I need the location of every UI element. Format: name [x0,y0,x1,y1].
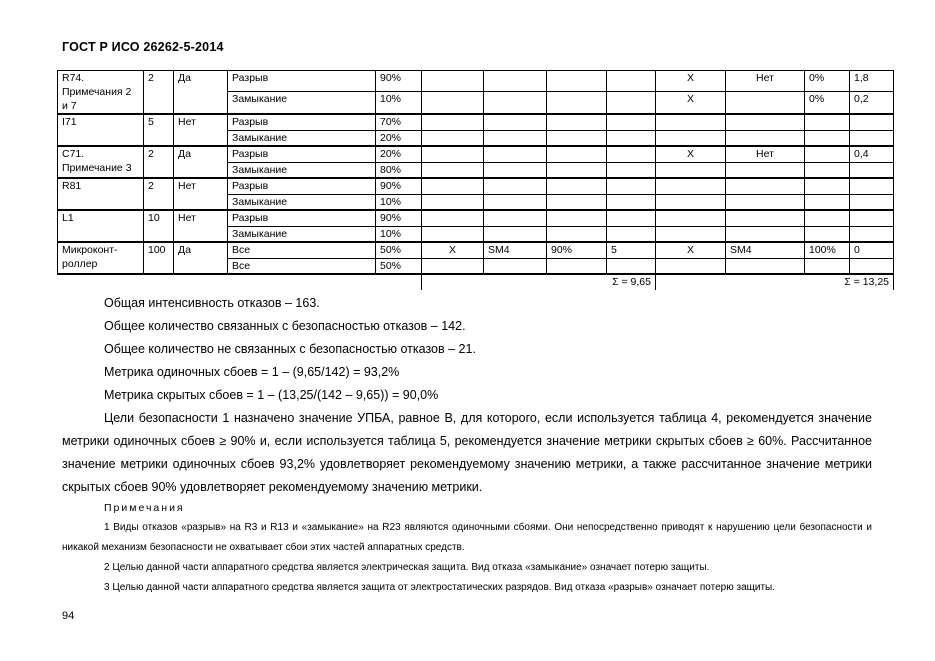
spf-coverage-cell [547,178,607,194]
lf-x-cell [656,130,726,146]
spf-x-cell [422,92,484,114]
spf-rate-cell: 5 [607,242,656,258]
distribution-cell: 50% [376,258,422,274]
distribution-cell: 20% [376,146,422,162]
lf-coverage-cell [805,178,850,194]
lf-x-cell [656,226,726,242]
spf-mechanism-cell [484,71,547,92]
document-title: ГОСТ Р ИСО 26262-5-2014 [62,40,224,54]
lf-mechanism-cell: Нет [726,146,805,162]
spf-x-cell [422,258,484,274]
para-lfm: Метрика скрытых сбоев = 1 – (13,25/(142 – 9,65)) = 90,0% [104,388,439,402]
spf-coverage-cell [547,162,607,178]
lf-coverage-cell [805,226,850,242]
lf-x-cell [656,258,726,274]
spf-mechanism-cell [484,92,547,114]
lf-mechanism-cell [726,162,805,178]
spf-mechanism-cell [484,162,547,178]
spf-rate-cell [607,114,656,130]
spf-coverage-cell: 90% [547,242,607,258]
spf-rate-cell [607,194,656,210]
lf-mechanism-cell [726,130,805,146]
lf-rate-cell [850,210,894,226]
spf-rate-cell [607,92,656,114]
lf-rate-cell: 1,8 [850,71,894,92]
distribution-cell: 10% [376,194,422,210]
table-row [58,178,894,194]
part-name-cell: I71 [58,114,144,146]
notes [62,498,872,598]
lf-coverage-cell [805,114,850,130]
spf-x-cell [422,114,484,130]
lf-coverage-cell: 100% [805,242,850,258]
sum-single-point: Σ = 9,65 [422,274,656,290]
lf-rate-cell [850,194,894,210]
lf-rate-cell [850,226,894,242]
distribution-cell: 70% [376,114,422,130]
distribution-cell: 80% [376,162,422,178]
spf-mechanism-cell [484,258,547,274]
spf-x-cell [422,194,484,210]
note-1: 1 Виды отказов «разрыв» на R3 и R13 и «замыкание» на R23 являются одиночными сбоями. Они непосредственно приводят к нарушению цели безопасности и никакой механизм безопасности не охватывает сбои этих частей аппаратных средств. [62,522,872,553]
para-spfm: Метрика одиночных сбоев = 1 – (9,65/142) = 93,2% [104,365,400,379]
failure-rate-cell: 5 [144,114,174,146]
spf-x-cell [422,210,484,226]
lf-rate-cell [850,130,894,146]
spf-coverage-cell [547,92,607,114]
lf-x-cell [656,194,726,210]
lf-coverage-cell: 0% [805,71,850,92]
lf-mechanism-cell [726,226,805,242]
lf-coverage-cell [805,130,850,146]
lf-x-cell [656,162,726,178]
table-row [58,210,894,226]
lf-x-cell: X [656,242,726,258]
spf-x-cell [422,71,484,92]
lf-mechanism-cell: Нет [726,71,805,92]
spf-mechanism-cell [484,114,547,130]
spf-x-cell [422,146,484,162]
spf-mechanism-cell [484,194,547,210]
spf-x-cell [422,130,484,146]
spf-rate-cell [607,130,656,146]
failure-mode-cell: Разрыв [228,146,376,162]
lf-coverage-cell [805,146,850,162]
failure-rate-cell: 2 [144,178,174,210]
failure-rate-cell: 10 [144,210,174,242]
safety-related-cell: Нет [174,210,228,242]
para-safety-related: Общее количество связанных с безопасностью отказов – 142. [104,319,466,333]
failure-mode-cell: Замыкание [228,130,376,146]
para-conclusion: Цели безопасности 1 назначено значение УПБА, равное В, для которого, если используется таблица 4, рекомендуется значение метрики одиночных сбоев ≥ 90% и, если используется таблица 5, рекомендуется значение метрики скрытых сбоев ≥ 60%. Рассчитанное значение метрики одиночных сбоев 93,2% удовлетворяет рекомендуемому значению метрики, а также рассчитанное значение метрики скрытых сбоев 90% удовлетворяет рекомендуемому значению метрики. [62,411,872,494]
lf-rate-cell: 0 [850,242,894,258]
lf-coverage-cell [805,162,850,178]
lf-mechanism-cell [726,92,805,114]
spf-rate-cell [607,210,656,226]
spf-coverage-cell [547,210,607,226]
distribution-cell: 50% [376,242,422,258]
lf-rate-cell [850,178,894,194]
part-name-cell: Микроконт-роллер [58,242,144,274]
distribution-cell: 90% [376,210,422,226]
spf-x-cell [422,226,484,242]
spf-mechanism-cell [484,178,547,194]
failure-table [57,70,894,290]
spf-mechanism-cell [484,146,547,162]
spf-rate-cell [607,258,656,274]
sum-row [58,274,894,290]
lf-x-cell [656,114,726,130]
failure-mode-cell: Разрыв [228,178,376,194]
distribution-cell: 10% [376,92,422,114]
page-number: 94 [62,610,75,622]
spf-coverage-cell [547,226,607,242]
failure-table-body [58,71,894,290]
failure-mode-cell: Замыкание [228,92,376,114]
lf-rate-cell [850,258,894,274]
lf-coverage-cell: 0% [805,92,850,114]
part-name-cell: L1 [58,210,144,242]
spf-x-cell [422,178,484,194]
lf-x-cell: X [656,71,726,92]
sum-spacer [58,274,422,290]
spf-mechanism-cell [484,210,547,226]
note-3: 3 Целью данной части аппаратного средства является защита от электростатических разрядов. Вид отказа «разрыв» означает потерю защиты. [104,582,776,593]
lf-coverage-cell [805,194,850,210]
lf-mechanism-cell [726,210,805,226]
sum-latent: Σ = 13,25 [656,274,894,290]
failure-mode-cell: Замыкание [228,162,376,178]
safety-related-cell: Да [174,146,228,178]
failure-mode-cell: Разрыв [228,71,376,92]
spf-coverage-cell [547,114,607,130]
note-2: 2 Целью данной части аппаратного средства является электрическая защита. Вид отказа «замыкание» означает потерю защиты. [104,562,710,573]
spf-rate-cell [607,146,656,162]
safety-related-cell: Нет [174,178,228,210]
lf-x-cell: X [656,146,726,162]
lf-rate-cell [850,114,894,130]
table-row [58,242,894,258]
part-name-cell: R81 [58,178,144,210]
notes-heading: Примечания [104,502,185,514]
spf-rate-cell [607,71,656,92]
table-row [58,71,894,92]
safety-related-cell: Да [174,242,228,274]
para-total-rate: Общая интенсивность отказов – 163. [104,296,320,310]
spf-mechanism-cell: SM4 [484,242,547,258]
failure-mode-cell: Все [228,242,376,258]
spf-rate-cell [607,162,656,178]
part-name-cell: C71. Примечание 3 [58,146,144,178]
failure-rate-cell: 2 [144,71,174,115]
lf-rate-cell: 0,4 [850,146,894,162]
para-non-safety: Общее количество не связанных с безопасностью отказов – 21. [104,342,476,356]
lf-mechanism-cell [726,178,805,194]
failure-mode-cell: Разрыв [228,114,376,130]
safety-related-cell: Да [174,71,228,115]
spf-x-cell [422,162,484,178]
part-name-cell: R74. Примечания 2 и 7 [58,71,144,115]
spf-coverage-cell [547,71,607,92]
spf-coverage-cell [547,146,607,162]
spf-mechanism-cell [484,130,547,146]
lf-x-cell [656,178,726,194]
distribution-cell: 20% [376,130,422,146]
spf-mechanism-cell [484,226,547,242]
distribution-cell: 90% [376,71,422,92]
lf-mechanism-cell [726,194,805,210]
failure-rate-cell: 2 [144,146,174,178]
lf-mechanism-cell [726,114,805,130]
spf-rate-cell [607,226,656,242]
failure-mode-cell: Замыкание [228,226,376,242]
failure-mode-cell: Все [228,258,376,274]
lf-rate-cell: 0,2 [850,92,894,114]
lf-x-cell: X [656,92,726,114]
lf-rate-cell [850,162,894,178]
spf-coverage-cell [547,258,607,274]
lf-mechanism-cell: SM4 [726,242,805,258]
lf-mechanism-cell [726,258,805,274]
lf-coverage-cell [805,258,850,274]
body-text [62,292,872,499]
failure-rate-cell: 100 [144,242,174,274]
distribution-cell: 90% [376,178,422,194]
table-row [58,114,894,130]
spf-coverage-cell [547,194,607,210]
distribution-cell: 10% [376,226,422,242]
lf-coverage-cell [805,210,850,226]
failure-mode-cell: Разрыв [228,210,376,226]
table-row [58,146,894,162]
spf-x-cell: X [422,242,484,258]
safety-related-cell: Нет [174,114,228,146]
spf-coverage-cell [547,130,607,146]
lf-x-cell [656,210,726,226]
failure-mode-cell: Замыкание [228,194,376,210]
spf-rate-cell [607,178,656,194]
